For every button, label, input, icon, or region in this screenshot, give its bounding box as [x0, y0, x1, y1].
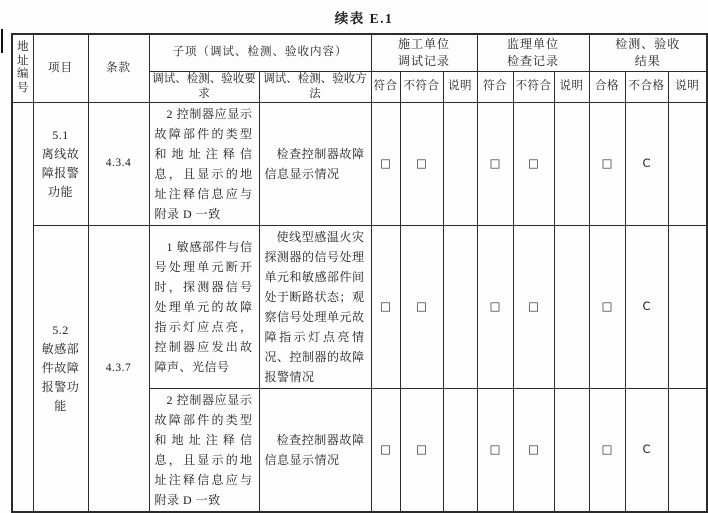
- clause-cell: 4.3.4: [88, 102, 149, 225]
- header-result-pass: 合格: [589, 71, 625, 102]
- construction-note-cell: [443, 225, 477, 388]
- header-construction-nonconform: 不符合: [400, 71, 443, 102]
- construction-nonconform-checkbox: □: [400, 102, 443, 225]
- result-pass-checkbox: □: [589, 102, 625, 225]
- item-cell: [33, 225, 88, 512]
- requirement-cell: 2 控制器应显示故障部件的类型和地址注释信息，且显示的地址注释信息应与附录 D 一致: [149, 102, 259, 225]
- construction-conform-checkbox: □: [371, 102, 400, 225]
- header-supervision-line2: 检查记录: [506, 53, 559, 68]
- scan-artifact-line: [1, 29, 3, 53]
- address-no-cell: [12, 102, 33, 512]
- supervision-note-cell: [554, 102, 589, 225]
- supervision-nonconform-checkbox: □: [513, 225, 554, 388]
- result-note-cell: [668, 102, 707, 225]
- supervision-conform-checkbox: □: [477, 388, 513, 512]
- result-fail-value: C: [625, 388, 668, 512]
- supervision-conform-checkbox: □: [477, 102, 513, 225]
- construction-nonconform-checkbox: □: [400, 388, 443, 512]
- method-cell: 使线型感温火灾探测器的信号处理单元和敏感部件间处于断路状态；观察信号处理单元故障指示灯点亮情况、控制器的故障报警情况: [259, 225, 371, 388]
- header-subitem: 子项（调试、检测、验收内容）: [149, 34, 371, 71]
- table-row: [12, 102, 707, 225]
- item-name: 离线故障报警功能: [41, 146, 80, 199]
- item-cell: [33, 102, 88, 225]
- header-clause: 条款: [88, 34, 149, 102]
- construction-conform-checkbox: □: [371, 388, 400, 512]
- header-result-group: [589, 34, 707, 71]
- header-construction-note: 说明: [443, 71, 477, 102]
- header-construction-group: [371, 34, 477, 71]
- header-address-no: 地址编号: [12, 34, 33, 102]
- result-pass-checkbox: □: [589, 225, 625, 388]
- supervision-note-cell: [554, 225, 589, 388]
- header-methods-label: 调试、检测、验收方法: [259, 71, 371, 102]
- supervision-nonconform-checkbox: □: [513, 102, 554, 225]
- header-result-line1: 检测、验收: [615, 36, 681, 51]
- header-supervision-nonconform: 不符合: [513, 71, 554, 102]
- result-fail-value: C: [625, 102, 668, 225]
- page-title: 续表 E.1: [334, 11, 394, 26]
- header-construction-line1: 施工单位: [397, 36, 450, 51]
- supervision-conform-checkbox: □: [477, 225, 513, 388]
- construction-conform-checkbox: □: [371, 225, 400, 388]
- method-cell: 检查控制器故障信息显示情况: [259, 388, 371, 512]
- requirement-cell: 2 控制器应显示故障部件的类型和地址注释信息，且显示的地址注释信息应与附录 D 一致: [149, 388, 259, 512]
- construction-nonconform-checkbox: □: [400, 225, 443, 388]
- result-note-cell: [668, 225, 707, 388]
- header-result-note: 说明: [668, 71, 707, 102]
- header-requirements-label: 调试、检测、验收要求: [149, 71, 259, 102]
- header-result-fail: 不合格: [625, 71, 668, 102]
- item-name: 敏感部件故障报警功能: [41, 341, 80, 413]
- header-supervision-conform: 符合: [477, 71, 513, 102]
- supervision-note-cell: [554, 388, 589, 512]
- header-item: 项目: [33, 34, 88, 102]
- header-supervision-note: 说明: [554, 71, 589, 102]
- header-supervision-line1: 监理单位: [506, 36, 559, 51]
- result-fail-value: C: [625, 225, 668, 388]
- header-result-line2: 结果: [634, 53, 661, 68]
- acceptance-record-table: [11, 33, 708, 513]
- header-row-groups: [12, 34, 707, 71]
- method-cell: 检查控制器故障信息显示情况: [259, 102, 371, 225]
- header-supervision-group: [477, 34, 589, 71]
- item-number: 5.2: [52, 322, 69, 337]
- result-pass-checkbox: □: [589, 388, 625, 512]
- result-note-cell: [668, 388, 707, 512]
- supervision-nonconform-checkbox: □: [513, 388, 554, 512]
- requirement-cell: 1 敏感部件与信号处理单元断开时，探测器信号处理单元的故障指示灯应点亮，控制器应发出故障声、光信号: [149, 225, 259, 388]
- construction-note-cell: [443, 102, 477, 225]
- construction-note-cell: [443, 388, 477, 512]
- clause-cell: 4.3.7: [88, 225, 149, 512]
- table-row: [12, 225, 707, 388]
- header-construction-line2: 调试记录: [397, 53, 450, 68]
- item-number: 5.1: [52, 127, 69, 142]
- header-construction-conform: 符合: [371, 71, 400, 102]
